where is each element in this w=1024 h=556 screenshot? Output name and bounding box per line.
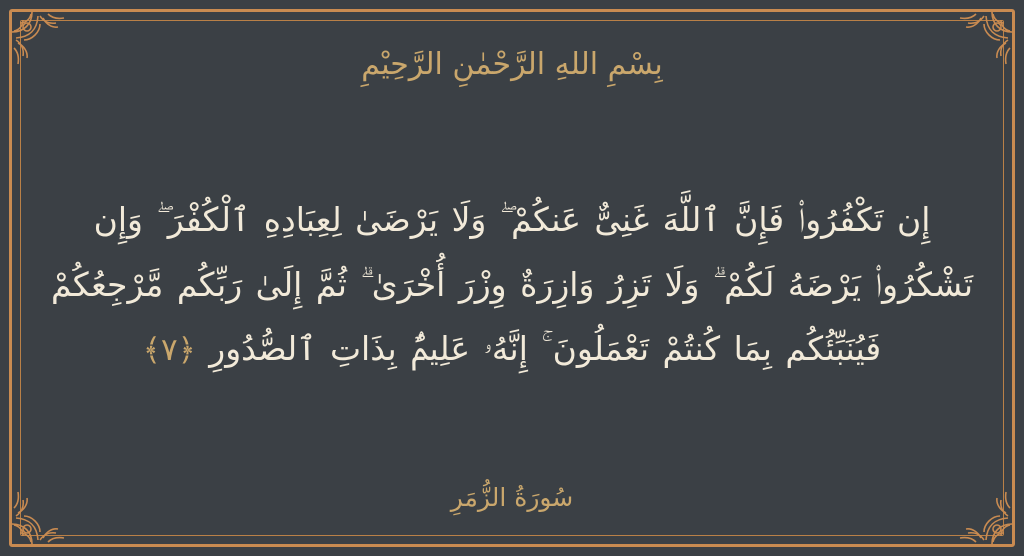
basmala-text: بِسْمِ اللهِ الرَّحْمٰنِ الرَّحِيْمِ [361,47,663,82]
verse-number-marker: ﴿٧﴾ [142,332,196,369]
verse-body: إِن تَكْفُرُوا۟ فَإِنَّ ٱللَّهَ غَنِىٌّ عَنكُمْ ۖ وَلَا يَرْضَىٰ لِعِبَادِهِ ٱلْكُفْرَ ۖ وَإِن تَشْكُرُوا۟ يَرْضَهُ لَكُمْ ۗ وَلَا تَزِرُ وَازِرَةٌ وِزْرَ أُخْرَىٰ ۗ ثُمَّ إِلَىٰ رَبِّكُم مَّرْجِعُكُمْ فَيُنَبِّئُكُم بِمَا كُنتُمْ تَعْمَلُونَ ۚ إِنَّهُۥ عَلِيمٌۢ بِذَاتِ ٱلصُّدُورِ [50,200,974,369]
card-content [34,30,990,526]
surah-name-label: سُورَةُ الزُّمَرِ [450,483,574,512]
verse-block [34,87,990,483]
verse-arabic-text [34,188,990,381]
